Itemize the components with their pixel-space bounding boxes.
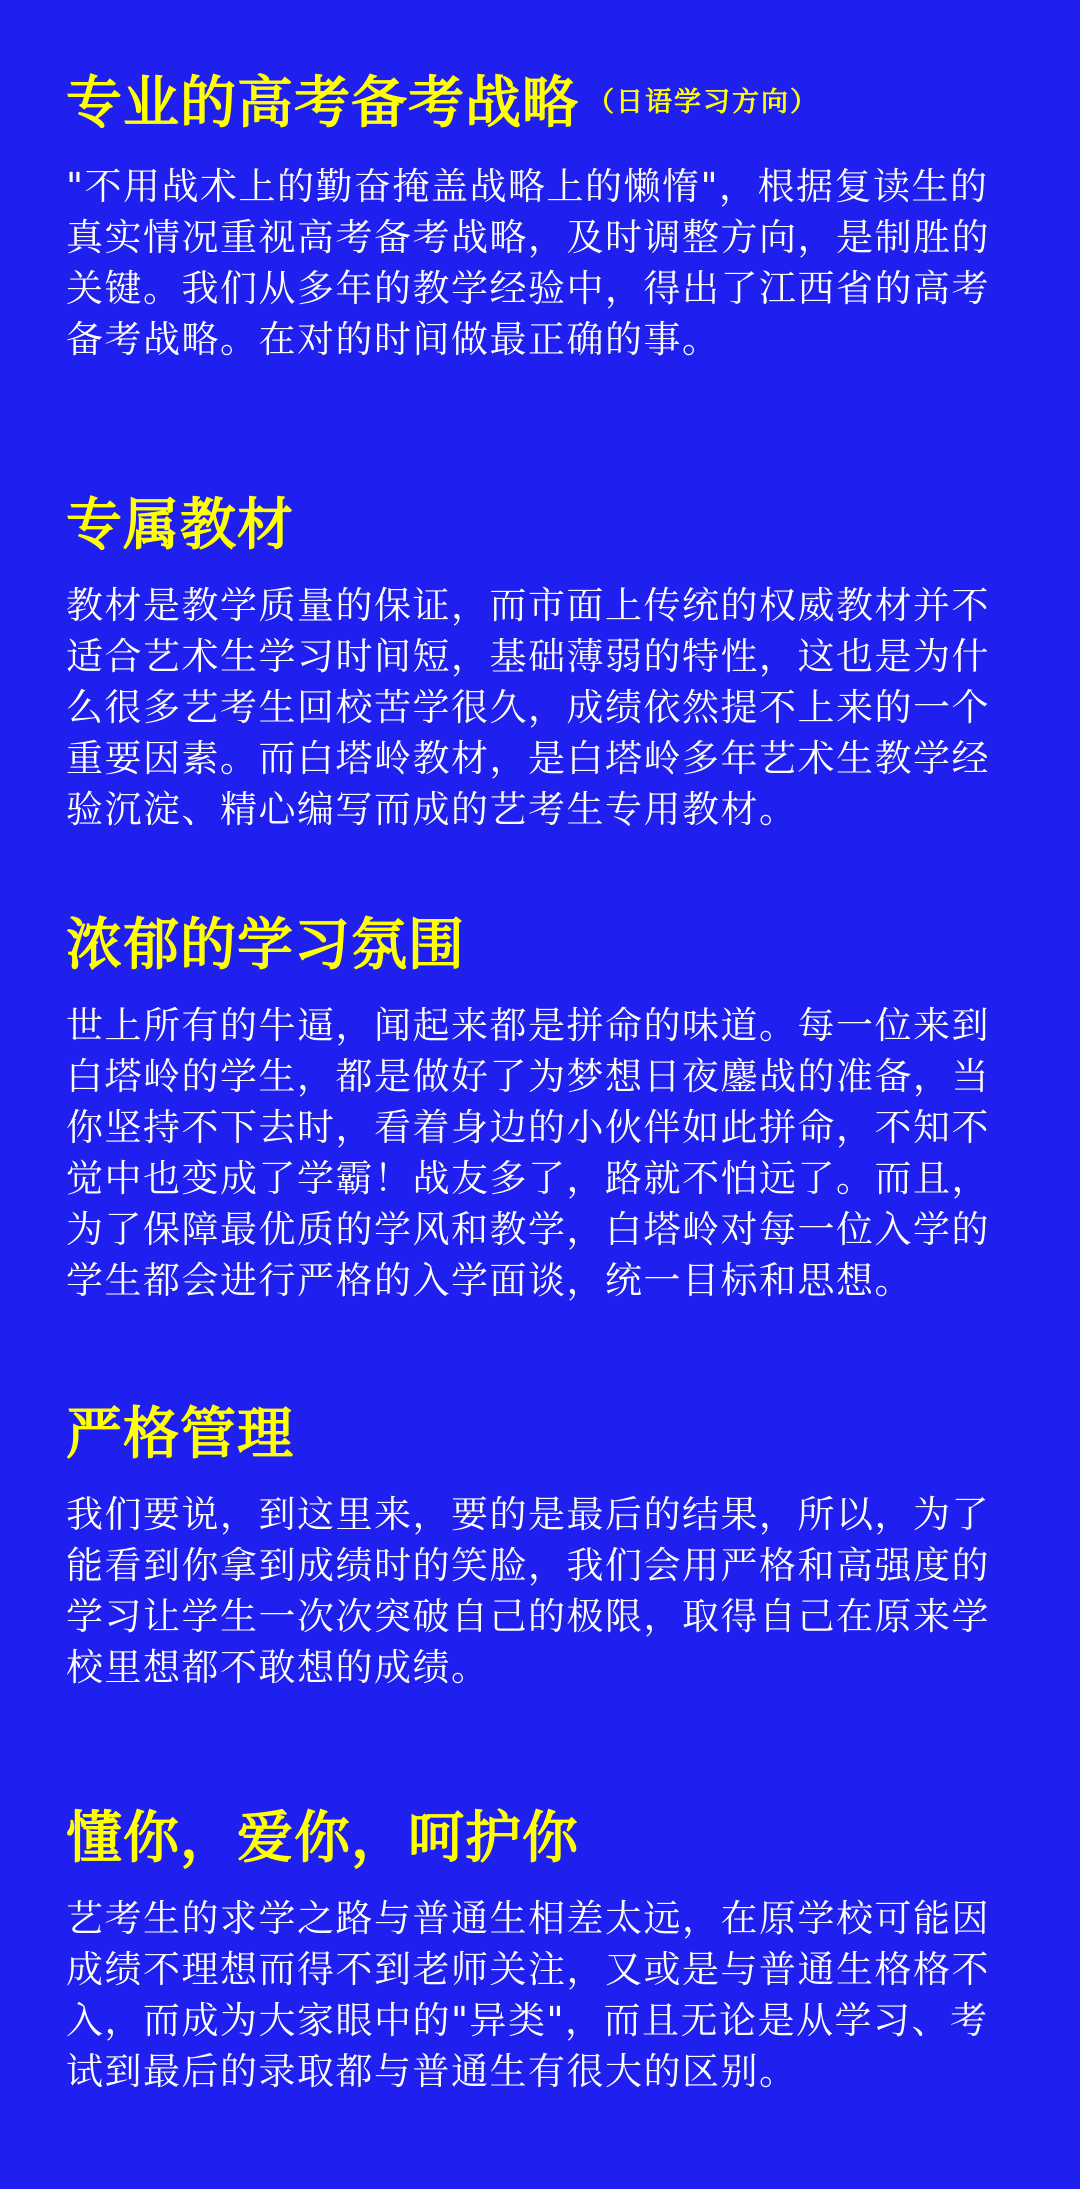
- section-body: 艺考生的求学之路与普通生相差太远，在原学校可能因成绩不理想而得不到老师关注，又或是与普通生格格不入，而成为大家眼中的"异类"，而且无论是从学习、考试到最后的录取都与普通生有很大的区别。: [66, 1897, 990, 2093]
- section-heading: 懂你，爱你，呵护你: [66, 1806, 579, 1871]
- section-management: [66, 1399, 1016, 1693]
- section-body: 世上所有的牛逼，闻起来都是拼命的味道。每一位来到白塔岭的学生，都是做好了为梦想日夜鏖战的准备，当你坚持不下去时，看着身边的小伙伴如此拼命，不知不觉中也变成了学霸！战友多了，路就不怕远了。而且，为了保障最优质的学风和教学，白塔岭对每一位入学的学生都会进行严格的入学面谈，统一目标和思想。: [66, 1004, 990, 1302]
- section-textbooks: [66, 490, 1016, 835]
- section-strategy: [66, 68, 1016, 365]
- section-heading: 浓郁的学习氛围: [66, 913, 465, 978]
- heading-subtitle: （日语学习方向）: [587, 86, 819, 118]
- heading-text: 专业的高考备考战略: [66, 71, 579, 136]
- section-atmosphere: [66, 910, 1016, 1306]
- section-heading: [66, 68, 1016, 143]
- section-heading: 严格管理: [66, 1402, 294, 1467]
- section-body: "不用战术上的勤奋掩盖战略上的懒惰"，根据复读生的真实情况重视高考备考战略，及时调整方向，是制胜的关键。我们从多年的教学经验中，得出了江西省的高考备考战略。在对的时间做最正确的事。: [66, 164, 990, 361]
- section-heading: 专属教材: [66, 493, 294, 558]
- section-body: 我们要说，到这里来，要的是最后的结果，所以，为了能看到你拿到成绩时的笑脸，我们会用严格和高强度的学习让学生一次次突破自己的极限，取得自己在原来学校里想都不敢想的成绩。: [66, 1493, 990, 1689]
- section-care: [66, 1803, 1016, 2097]
- section-body: 教材是教学质量的保证，而市面上传统的权威教材并不适合艺术生学习时间短，基础薄弱的特性，这也是为什么很多艺考生回校苦学很久，成绩依然提不上来的一个重要因素。而白塔岭教材，是白塔岭多年艺术生教学经验沉淀、精心编写而成的艺考生专用教材。: [66, 584, 990, 831]
